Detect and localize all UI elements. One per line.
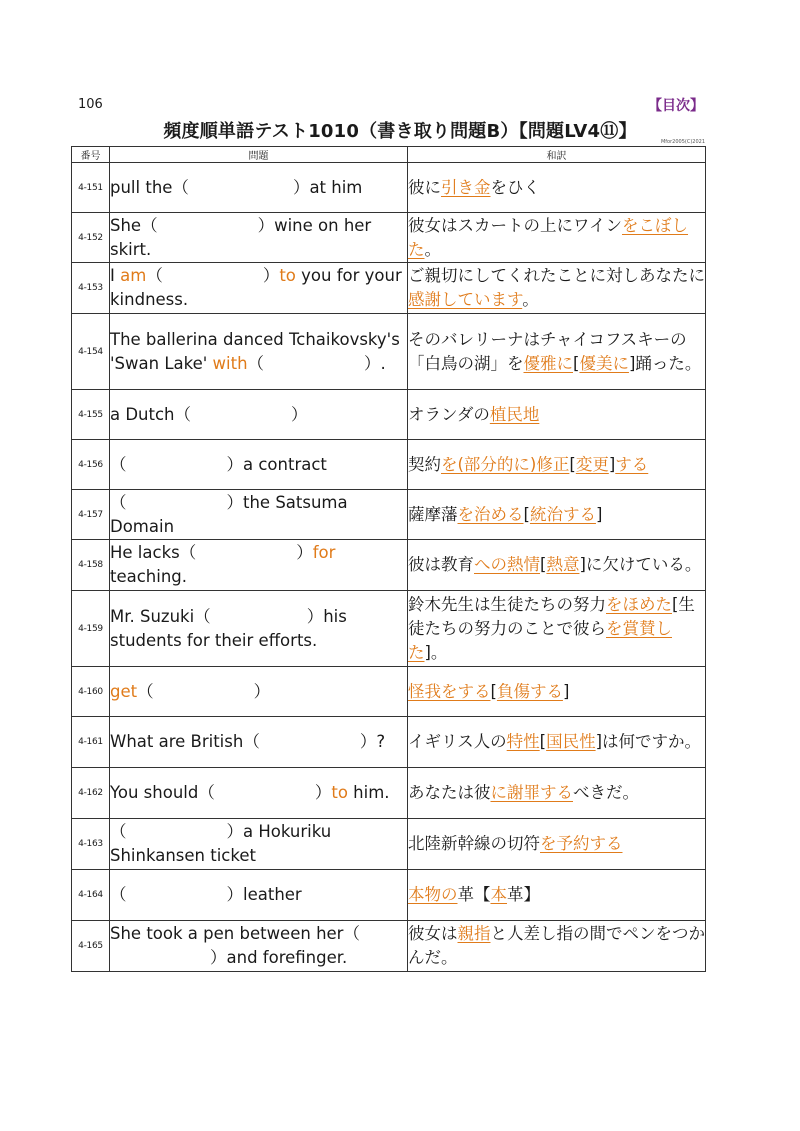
table-row	[72, 390, 706, 440]
table-of-contents-link[interactable]: 【目次】	[648, 98, 704, 114]
question-text: She took a pen between her（）and forefinger.	[110, 921, 408, 972]
answer-highlight: を予約する	[540, 834, 623, 853]
question-text: （ ）the Satsuma Domain	[110, 490, 408, 540]
answer-text: そのバレリーナはチャイコフスキーの「白鳥の湖」を優雅に[優美に]踊った。	[408, 314, 706, 390]
table-row	[72, 490, 706, 540]
question-number: 4-156	[72, 440, 110, 490]
question-number: 4-159	[72, 591, 110, 667]
question-text: （ ）leather	[110, 870, 408, 921]
answer-highlight: に謝罪する	[490, 783, 573, 802]
question-text: She（ ）wine on her skirt.	[110, 213, 408, 263]
table-row	[72, 870, 706, 921]
answer-highlight: をこぼした	[408, 215, 689, 259]
answer-text: 北陸新幹線の切符を予約する	[408, 819, 706, 870]
table-row	[72, 540, 706, 591]
answer-highlight: 本物の	[408, 885, 458, 904]
answer-text: 薩摩藩を治める[統治する]	[408, 490, 706, 540]
answer-text: 契約を(部分的に)修正[変更]する	[408, 440, 706, 490]
question-text: What are British（ ）?	[110, 717, 408, 768]
answer-text: 彼女はスカートの上にワインをこぼした。	[408, 213, 706, 263]
answer-text: 本物の革【本革】	[408, 870, 706, 921]
question-number: 4-158	[72, 540, 110, 591]
answer-highlight: 国民性	[546, 732, 596, 751]
table-row	[72, 667, 706, 717]
copyright-notice: Mfor2005(C)2021	[660, 139, 705, 145]
page-title: 頻度順単語テスト1010（書き取り問題B）【問題LV4⑪】	[163, 121, 637, 142]
answer-highlight: 怪我をする	[408, 681, 491, 701]
question-text: You should（ ）to him.	[110, 768, 408, 819]
question-number: 4-152	[72, 213, 110, 263]
answer-text: あなたは彼に謝罪するべきだ。	[408, 768, 706, 819]
answer-highlight: 負傷する	[496, 681, 563, 701]
question-text: get（ ）	[110, 667, 408, 717]
answer-highlight: 熱意	[546, 555, 580, 574]
table-row	[72, 591, 706, 667]
column-header-number: 番号	[72, 147, 110, 163]
table-row	[72, 263, 706, 314]
answer-text: 鈴木先生は生徒たちの努力をほめた[生徒たちの努力のことで彼らを賞賛した]。	[408, 591, 706, 667]
answer-text: イギリス人の特性[国民性]は何ですか。	[408, 717, 706, 768]
answer-highlight: を治める	[457, 504, 524, 524]
question-text: I am（ ）to you for your kindness.	[110, 263, 408, 314]
table-row	[72, 440, 706, 490]
answer-text: ご親切にしてくれたことに対しあなたに感謝しています。	[408, 263, 706, 314]
answer-text: 彼女は親指と人差し指の間でペンをつかんだ。	[408, 921, 706, 972]
question-number: 4-157	[72, 490, 110, 540]
question-number: 4-162	[72, 768, 110, 819]
question-text: The ballerina danced Tchaikovsky's 'Swan Lake' with（ ）.	[110, 314, 408, 390]
answer-text: オランダの植民地	[408, 390, 706, 440]
page-number: 106	[78, 97, 103, 112]
answer-highlight: 引き金	[441, 177, 491, 197]
answer-highlight: への熱情	[474, 555, 540, 574]
question-number: 4-165	[72, 921, 110, 972]
question-number: 4-155	[72, 390, 110, 440]
column-header-answer: 和訳	[408, 147, 706, 163]
question-text: Mr. Suzuki（ ）his students for their efforts.	[110, 591, 408, 667]
question-number: 4-151	[72, 163, 110, 213]
question-number: 4-161	[72, 717, 110, 768]
answer-highlight: 変更	[575, 454, 609, 474]
question-text: pull the（ ）at him	[110, 163, 408, 213]
answer-highlight: 優雅に	[523, 353, 573, 373]
answer-highlight: を賞賛した	[408, 618, 672, 662]
answer-highlight: をほめた	[606, 594, 672, 614]
question-number: 4-154	[72, 314, 110, 390]
answer-highlight: 親指	[457, 924, 491, 943]
table-row	[72, 921, 706, 972]
answer-text: 彼は教育への熱情[熱意]に欠けている。	[408, 540, 706, 591]
answer-text: 彼に引き金をひく	[408, 163, 706, 213]
answer-highlight: する	[615, 454, 649, 474]
quiz-table	[71, 146, 706, 972]
answer-highlight: 植民地	[489, 404, 540, 424]
table-header-row	[72, 147, 706, 163]
answer-highlight: 感謝しています	[408, 290, 523, 309]
table-row	[72, 213, 706, 263]
table-row	[72, 314, 706, 390]
question-number: 4-160	[72, 667, 110, 717]
question-text: a Dutch（ ）	[110, 390, 408, 440]
question-number: 4-153	[72, 263, 110, 314]
answer-text: 怪我をする[負傷する]	[408, 667, 706, 717]
table-row	[72, 819, 706, 870]
answer-highlight: 優美に	[579, 353, 629, 373]
question-text: （ ）a Hokuriku Shinkansen ticket	[110, 819, 408, 870]
answer-highlight: 特性	[506, 732, 540, 751]
table-row	[72, 163, 706, 213]
answer-highlight: 統治する	[529, 504, 596, 524]
table-row	[72, 717, 706, 768]
answer-highlight: 本	[490, 885, 507, 904]
question-number: 4-163	[72, 819, 110, 870]
question-text: （ ）a contract	[110, 440, 408, 490]
table-row	[72, 768, 706, 819]
question-number: 4-164	[72, 870, 110, 921]
answer-highlight: を(部分的に)修正	[441, 454, 570, 474]
column-header-question: 問題	[110, 147, 408, 163]
question-text: He lacks（ ）for teaching.	[110, 540, 408, 591]
